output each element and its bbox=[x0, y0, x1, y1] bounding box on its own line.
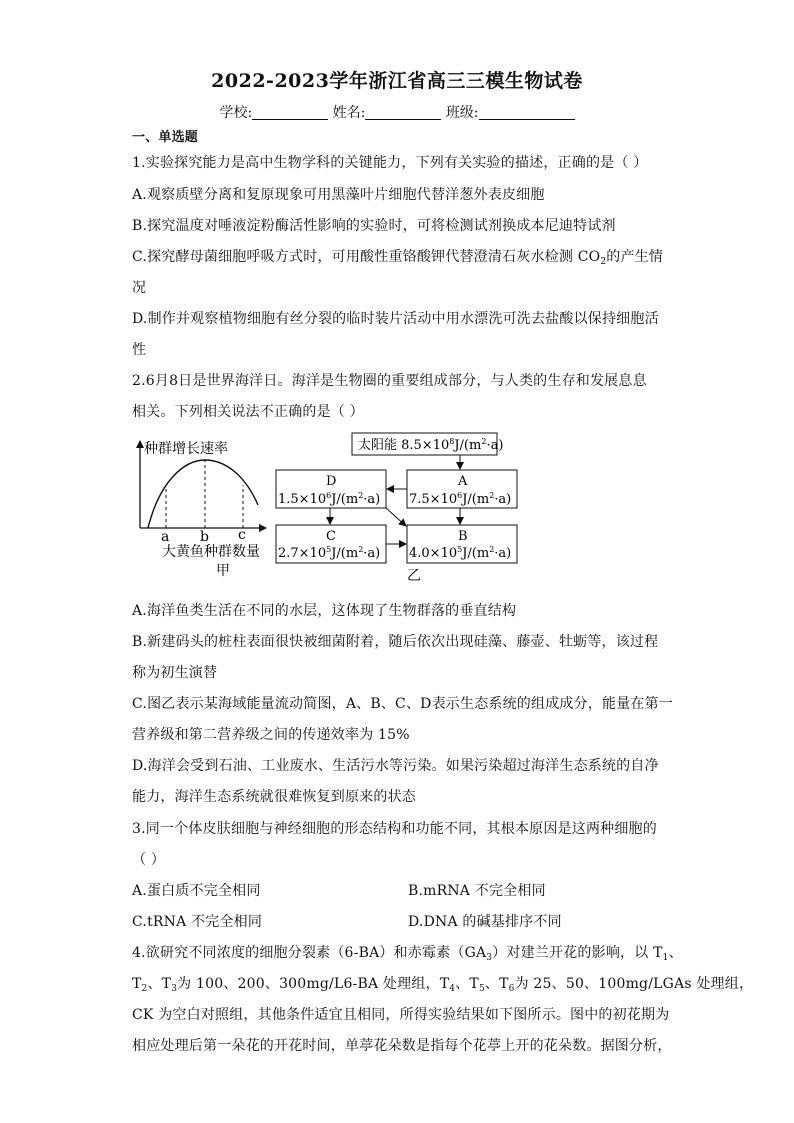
q4-l2-mid: 为 100、200、300mg/L6-BA 处理组，T bbox=[177, 976, 450, 992]
yi-d-unit-exp: 2 bbox=[358, 491, 364, 500]
q4-l2-t3: 、T bbox=[147, 976, 172, 992]
q2-option-d-cont: 能力，海洋生态系统就很难恢复到原来的状态 bbox=[132, 789, 416, 805]
class-blank[interactable] bbox=[479, 105, 575, 120]
yi-d-unit-post: ·a) bbox=[363, 492, 381, 507]
q4-l2-t5: 、T bbox=[455, 976, 479, 992]
yi-b-unit: J/(m bbox=[462, 546, 490, 561]
yi-c-val: 2.7×10 bbox=[278, 546, 327, 561]
q3-option-b[interactable]: B.mRNA 不完全相同 bbox=[408, 883, 546, 899]
yi-a-unit: J/(m bbox=[462, 492, 490, 507]
yi-b-unit-exp: 2 bbox=[489, 545, 495, 554]
q2-stem-cont: 相关。下列相关说法不正确的是（ ） bbox=[132, 404, 364, 420]
jia-tick-b: b bbox=[200, 529, 209, 545]
q1-option-c[interactable] bbox=[132, 246, 663, 266]
q4-line-4: 相应处理后第一朵花的开花时间，单葶花朵数是指每个花葶上开的花朵数。据图分析， bbox=[132, 1038, 672, 1054]
q1-option-b[interactable]: B.探究温度对唾液淀粉酶活性影响的实验时，可将检测试剂换成本尼迪特试剂 bbox=[132, 218, 616, 234]
name-label: 姓名: bbox=[332, 105, 366, 121]
yi-d-exp: 6 bbox=[326, 491, 332, 500]
q3-stem: 3.同一个体皮肤细胞与神经细胞的形态结构和功能不同，其根本原因是这两种细胞的 bbox=[132, 821, 657, 837]
q4-l1-sub2: 1 bbox=[662, 953, 669, 963]
figure-yi bbox=[276, 433, 517, 584]
q2-option-a[interactable]: A.海洋鱼类生活在不同的水层，这体现了生物群落的垂直结构 bbox=[132, 603, 517, 619]
yi-a-unit-post: ·a) bbox=[494, 492, 512, 507]
q3-option-d[interactable]: D.DNA 的碱基排序不同 bbox=[408, 914, 562, 930]
name-blank[interactable] bbox=[365, 105, 441, 120]
yi-b-unit-post: ·a) bbox=[494, 546, 512, 561]
yi-c-unit-post: ·a) bbox=[363, 546, 381, 561]
yi-caption: 乙 bbox=[407, 568, 421, 584]
q2-option-d[interactable]: D.海洋会受到石油、工业废水、生活污水等污染。如果污染超过海洋生态系统的自净 bbox=[132, 758, 659, 774]
q4-l1-c: 、 bbox=[668, 945, 683, 961]
jia-y-label: 种群增长速率 bbox=[144, 441, 228, 457]
q2-option-c-cont: 营养级和第二营养级之间的传递效率为 15% bbox=[132, 727, 410, 743]
jia-x-label: 大黄鱼种群数量 bbox=[162, 544, 260, 560]
yi-d-name: D bbox=[326, 474, 337, 489]
yi-d-val: 1.5×10 bbox=[278, 492, 327, 507]
jia-caption: 甲 bbox=[216, 563, 230, 579]
figure-jia bbox=[140, 440, 266, 579]
q2-option-b[interactable]: B.新建码头的桩柱表面很快被细菌附着，随后依次出现硅藻、藤壶、牡蛎等，该过程 bbox=[132, 634, 659, 650]
q4-l1-sub: 3 bbox=[486, 953, 493, 963]
q4-l1-a: 4.欲研究不同浓度的细胞分裂素（6-BA）和赤霉素（GA bbox=[132, 945, 487, 961]
q4-l2-s2: 2 bbox=[141, 984, 148, 994]
q4-l2-s5: 5 bbox=[478, 984, 485, 994]
yi-sun-label: 太阳能 8.5×10 bbox=[358, 438, 450, 453]
yi-b-exp: 5 bbox=[457, 545, 463, 554]
q4-line-3: CK 为空白对照组，其他条件适宜且相同，所得实验结果如下图所示。图中的初花期为 bbox=[132, 1007, 670, 1023]
q4-l1-b: ）对建兰开花的影响，以 T bbox=[492, 945, 663, 961]
q1-c-text2: 的产生情 bbox=[606, 249, 664, 265]
q1-c-text: C.探究酵母菌细胞呼吸方式时，可用酸性重铬酸钾代替澄清石灰水检测 CO bbox=[132, 249, 601, 265]
yi-a-exp: 6 bbox=[457, 491, 463, 500]
jia-tick-a: a bbox=[161, 529, 170, 545]
q2-option-c[interactable]: C.图乙表示某海域能量流动简图，A、B、C、D表示生态系统的组成成分，能量在第一 bbox=[132, 696, 673, 712]
q1-option-a[interactable]: A.观察质壁分离和复原现象可用黑藻叶片细胞代替洋葱外表皮细胞 bbox=[132, 187, 545, 203]
jia-curve bbox=[148, 460, 258, 528]
exam-title: 2022-2023学年浙江省高三三模生物试卷 bbox=[211, 70, 583, 92]
yi-d-unit: J/(m bbox=[331, 492, 359, 507]
yi-b-val: 4.0×10 bbox=[409, 546, 458, 561]
jia-tick-c: c bbox=[238, 527, 246, 543]
q4-l2-t6: 、T bbox=[484, 976, 509, 992]
q3-option-c[interactable]: C.tRNA 不完全相同 bbox=[132, 914, 263, 930]
q4-l2-post: 为 25、50、100mg/LGAs 处理组， bbox=[514, 976, 754, 992]
q4-l2-s4: 4 bbox=[449, 984, 456, 994]
school-blank[interactable] bbox=[252, 105, 328, 120]
q4-line-2 bbox=[132, 973, 753, 993]
q4-l2-t2: T bbox=[132, 976, 142, 992]
yi-a-val: 7.5×10 bbox=[409, 492, 458, 507]
yi-a-name: A bbox=[458, 474, 468, 489]
q2-figure bbox=[130, 425, 530, 585]
yi-sun-unit: J/(m bbox=[454, 438, 482, 453]
q4-l2-s6: 6 bbox=[508, 984, 515, 994]
yi-sun-unit-post: ·a) bbox=[486, 438, 504, 453]
yi-sun-unit-exp: 2 bbox=[481, 437, 487, 446]
yi-c-unit-exp: 2 bbox=[358, 545, 364, 554]
yi-c-name: C bbox=[326, 529, 336, 544]
yi-b-name: B bbox=[458, 529, 468, 544]
school-label: 学校: bbox=[219, 105, 253, 121]
q1-option-d[interactable]: D.制作并观察植物细胞有丝分裂的临时装片活动中用水漂洗可洗去盐酸以保持细胞活 bbox=[132, 311, 659, 327]
yi-arrow-d-b bbox=[386, 508, 406, 526]
q3-stem-cont: （ ） bbox=[132, 852, 166, 868]
yi-c-exp: 5 bbox=[326, 545, 332, 554]
q1-option-d-cont: 性 bbox=[132, 342, 147, 358]
q2-option-b-cont: 称为初生演替 bbox=[132, 665, 218, 681]
q1-option-c-cont: 况 bbox=[132, 280, 147, 296]
student-info-line bbox=[0, 102, 794, 122]
q4-l2-s3: 3 bbox=[171, 984, 178, 994]
q2-stem: 2.6月8日是世界海洋日。海洋是生物圈的重要组成部分，与人类的生存和发展息息 bbox=[132, 373, 647, 389]
section-heading: 一、单选题 bbox=[132, 130, 199, 145]
q1-c-sub: 2 bbox=[600, 257, 607, 267]
yi-c-unit: J/(m bbox=[331, 546, 359, 561]
class-label: 班级: bbox=[445, 105, 479, 121]
yi-a-unit-exp: 2 bbox=[489, 491, 495, 500]
q4-line-1 bbox=[132, 942, 683, 962]
q1-stem: 1.实验探究能力是高中生物学科的关键能力，下列有关实验的描述，正确的是（ ） bbox=[132, 155, 648, 171]
yi-sun-exp: 8 bbox=[449, 437, 455, 446]
q3-option-a[interactable]: A.蛋白质不完全相同 bbox=[132, 883, 261, 899]
